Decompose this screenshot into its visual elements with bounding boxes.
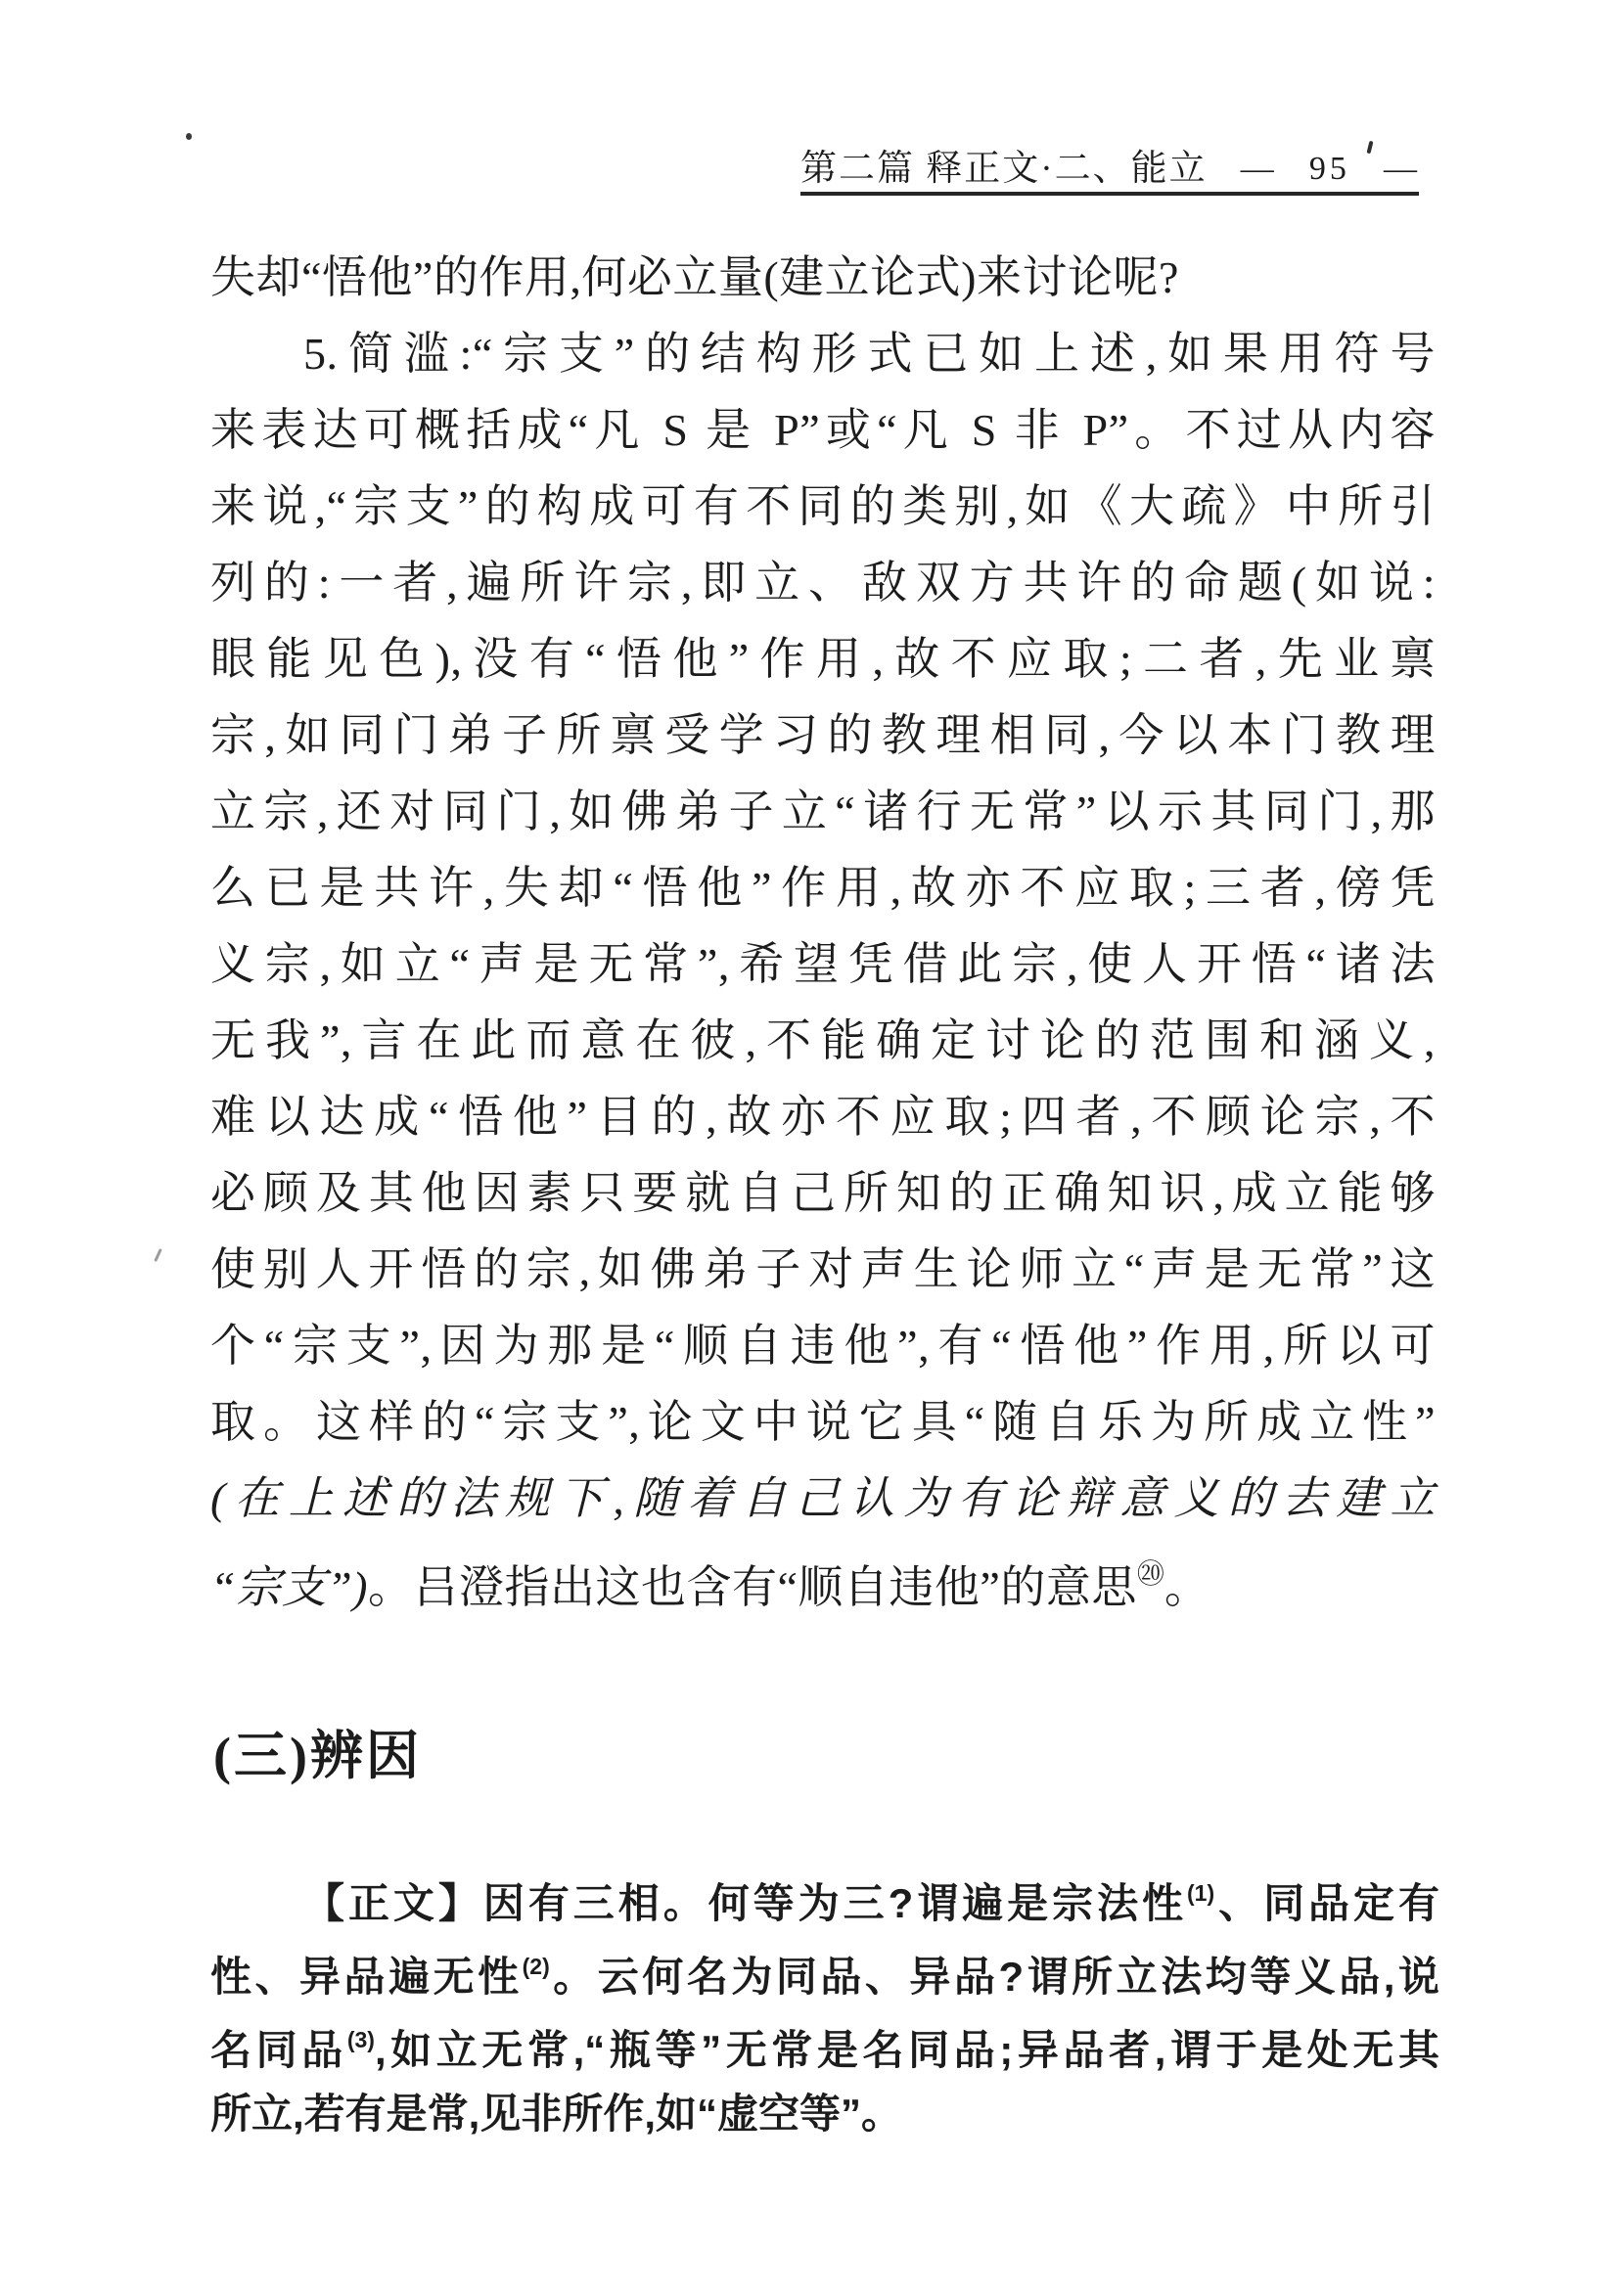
text-segment: 。云何名为同品、异品?谓所立法均等义品,说 — [549, 1954, 1439, 2000]
footnote-ref-3: (3) — [346, 2027, 375, 2052]
text-segment: ,如立无常,“瓶等”无常是名同品;异品者,谓于是处无其 — [374, 2027, 1439, 2073]
body-line: 来说,“宗支”的构成可有不同的类别,如《大疏》中所引 — [210, 481, 1436, 531]
body-line-kai: (在上述的法规下,随着自己认为有论辩意义的去建立 — [210, 1473, 1436, 1523]
zhengwen-line — [210, 1857, 1439, 1930]
body-line: 立宗,还对同门,如佛弟子立“诸行无常”以示其同门,那 — [210, 787, 1436, 836]
text-segment: 因有三相。何等为三?谓遍是宗法性 — [482, 1880, 1188, 1926]
page-number: 95 — [1308, 151, 1350, 187]
text-segment: 性、异品遍无性 — [210, 1954, 523, 2000]
zhengwen-block — [210, 1857, 1439, 2150]
body-line: 无我”,言在此而意在彼,不能确定讨论的范围和涵义, — [210, 1015, 1436, 1065]
body-line: 义宗,如立“声是无常”,希望凭借此宗,使人开悟“诸法 — [210, 939, 1436, 989]
kai-segment: “宗支”) — [210, 1562, 368, 1612]
text-segment: 。 — [1164, 1562, 1210, 1612]
body-line: 眼能见色),没有“悟他”作用,故不应取;二者,先业禀 — [210, 634, 1436, 684]
text-segment: 、同品定有 — [1214, 1880, 1439, 1926]
zhengwen-line: 所立,若有是常,见非所作,如“虚空等”。 — [210, 2091, 903, 2137]
text-segment: 。吕澄指出这也含有“顺自违他”的意思 — [367, 1562, 1137, 1612]
footnote-ref-1: (1) — [1187, 1880, 1215, 1906]
body-line: 5.简滥:“宗支”的结构形式已如上述,如果用符号 — [303, 329, 1436, 379]
body-line: 宗,如同门弟子所禀受学习的教理相同,今以本门教理 — [210, 710, 1436, 760]
header-dash-right: — — [1384, 151, 1419, 187]
body-line: 么已是共许,失却“悟他”作用,故亦不应取;三者,傍凭 — [210, 863, 1436, 913]
body-line: 来表达可概括成“凡 S 是 P”或“凡 S 非 P”。不过从内容 — [210, 405, 1436, 455]
body-text — [210, 240, 1436, 1613]
body-line: 个“宗支”,因为那是“顺自违他”,有“悟他”作用,所以可 — [210, 1321, 1436, 1371]
body-line: 列的:一者,遍所许宗,即立、敌双方共许的命题(如说: — [210, 558, 1436, 608]
section-heading: (三)辨因 — [213, 1727, 422, 1785]
scan-artifact-tick — [154, 1248, 162, 1262]
body-line: 必顾及其他因素只要就自己所知的正确知识,成立能够 — [210, 1168, 1436, 1218]
zhengwen-line — [210, 1930, 1439, 2003]
text-segment: 名同品 — [210, 2027, 347, 2073]
scan-artifact-dot — [186, 133, 192, 140]
running-title: 第二篇 释正文·二、能立 — [800, 149, 1208, 189]
header-dash-left: — — [1240, 151, 1276, 187]
body-line — [210, 1537, 1436, 1613]
page-header — [800, 143, 1419, 196]
body-line: 难以达成“悟他”目的,故亦不应取;四者,不顾论宗,不 — [210, 1092, 1436, 1142]
footnote-ref-20: ⑳ — [1136, 1559, 1164, 1590]
zhengwen-label: 【正文】 — [303, 1880, 483, 1926]
footnote-ref-2: (2) — [522, 1954, 550, 1979]
body-line: 失却“悟他”的作用,何必立量(建立论式)来讨论呢? — [210, 252, 1179, 302]
zhengwen-line — [210, 2003, 1439, 2077]
body-line: 取。这样的“宗支”,论文中说它具“随自乐为所成立性” — [210, 1397, 1436, 1447]
body-line: 使别人开悟的宗,如佛弟子对声生论师立“声是无常”这 — [210, 1244, 1436, 1294]
